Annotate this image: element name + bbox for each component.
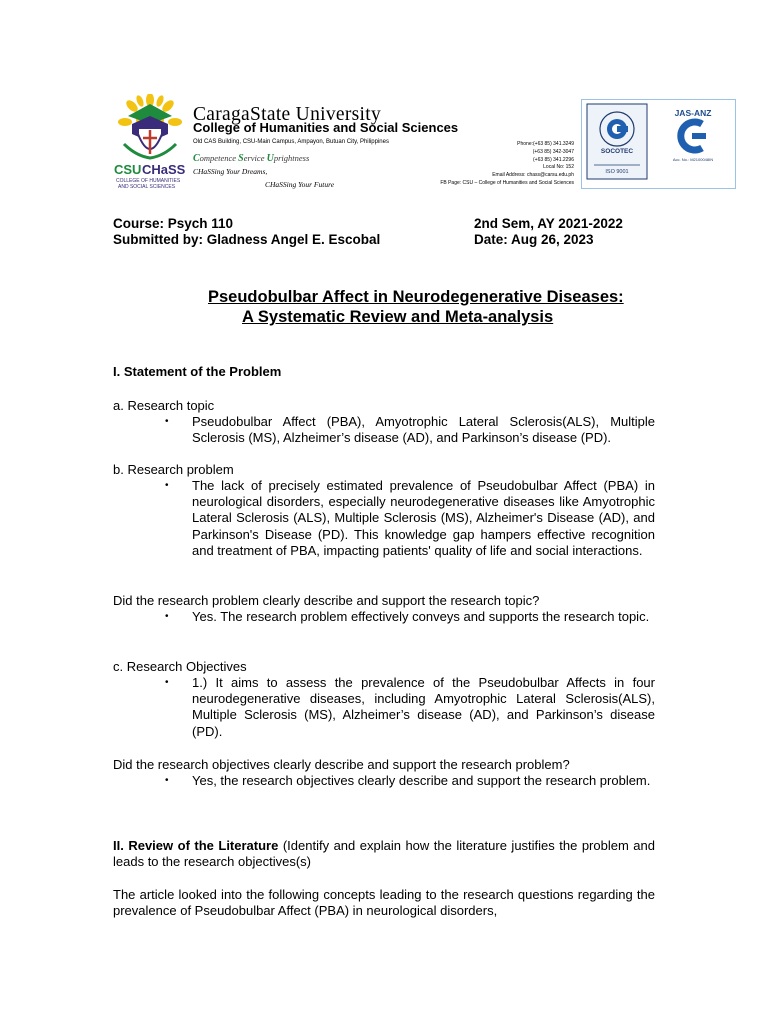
- paper-title-line-1: Pseudobulbar Affect in Neurodegenerative Diseases:: [208, 288, 624, 306]
- tagline-2: CHaSSing Your Future: [265, 180, 335, 189]
- contact-line: (+63 85) 341.2296: [532, 156, 574, 163]
- submitted-by: Submitted by: Gladness Angel E. Escobal: [113, 232, 381, 247]
- contact-line: (+63 85) 342-3047: [532, 148, 574, 155]
- question-2: Did the research objectives clearly describe and support the research problem?: [113, 757, 570, 772]
- question-1: Did the research problem clearly describe and support the research topic?: [113, 593, 540, 608]
- date-label: Date: Aug 26, 2023: [474, 232, 594, 247]
- csu-chass-logo: [110, 94, 190, 190]
- iso-label: ISO 9001: [605, 169, 629, 175]
- sunburst-emblem: [118, 94, 182, 158]
- contact-line: Phone:(+63 85) 341.3249: [517, 141, 574, 147]
- research-objectives-bullet: • 1.) It aims to assess the prevalence of the Pseudobulbar Affects in four neurodegenerative diseases, including Amyotrophic Lateral Sclerosis(ALS), Multiple Sclerosis (MS), Alzheimer’s disease (AD), and Parkinson’s disease (PD).: [192, 675, 655, 740]
- contact-line: Email Address: chass@carsu.edu.ph: [492, 172, 574, 179]
- logo-chass-text: CHaSS: [142, 162, 186, 177]
- logo-csu-text: CSU: [114, 162, 142, 177]
- college-name: College of Humanities and Social Sciences: [193, 120, 459, 135]
- section-1-heading: I. Statement of the Problem: [113, 364, 282, 379]
- tagline-1: CHaSSing Your Dreams,: [193, 167, 268, 176]
- socotec-label: SOCOTEC: [600, 148, 634, 155]
- motto-competence: Competence: [193, 153, 237, 164]
- college-address: Old CAS Building, CSU-Main Campus, Ampayon, Butuan City, Philippines: [193, 139, 389, 145]
- section-2-heading-note: (Identify and explain how the literature justifies the problem and leads to the research objectives(s): [113, 838, 655, 870]
- research-topic-bullet: • Pseudobulbar Affect (PBA), Amyotrophic Lateral Sclerosis(ALS), Multiple Sclerosis (MS), Alzheimer’s disease (AD), and Parkinson’s disease (PD).: [192, 414, 655, 446]
- section-2-heading: II. Review of the Literature: [113, 838, 279, 853]
- section-2-intro: [113, 838, 655, 870]
- motto-uprightness: Uprightness: [266, 153, 310, 164]
- research-topic-label: a. Research topic: [113, 398, 215, 413]
- jas-anz-logo-icon: [668, 118, 718, 154]
- paper-title-line-2: A Systematic Review and Meta-analysis: [242, 308, 554, 326]
- section-2-paragraph: The article looked into the following concepts leading to the research questions regarding the prevalence of Pseudobulbar Affect (PBA) in neurological disorders,: [113, 887, 655, 919]
- logo-sublabel-2: AND SOCIAL SCIENCES: [118, 184, 176, 190]
- university-suffix: State University: [250, 104, 382, 125]
- answer-2-bullet: • Yes, the research objectives clearly describe and support the research problem.: [192, 773, 655, 789]
- course-label: Course: Psych 110: [113, 216, 234, 231]
- research-problem-bullet: • The lack of precisely estimated prevalence of Pseudobulbar Affect (PBA) in neurological disorders, especially neurodegenerative diseases like Amyotrophic Lateral Sclerosis (ALS), Multiple Sclerosis (MS), Alzheimer's Disease (AD), and Parkinson's Disease (PD). This knowledge gap hampers effective recognition and treatment of PBA, impacting patients' quality of life and social interactions.: [192, 478, 655, 559]
- research-problem-label: b. Research problem: [113, 462, 234, 477]
- motto: [193, 153, 309, 164]
- jas-anz-label: JAS-ANZ: [674, 108, 712, 118]
- answer-1-bullet: • Yes. The research problem effectively conveys and supports the research topic.: [192, 609, 655, 625]
- accreditation-number: Acc. No.: M2100048IN: [672, 157, 714, 162]
- semester-label: 2nd Sem, AY 2021-2022: [474, 216, 623, 231]
- contact-line: Local No: 152: [543, 164, 574, 171]
- contact-line: FB Page: CSU – College of Humanities and Social Sciences: [440, 179, 574, 186]
- logo-sublabel-1: COLLEGE OF HUMANITIES: [116, 178, 181, 184]
- university-prefix: Caraga: [193, 104, 251, 125]
- motto-service: Service: [238, 153, 265, 164]
- research-objectives-label: c. Research Objectives: [113, 659, 247, 674]
- contact-block: [440, 141, 574, 188]
